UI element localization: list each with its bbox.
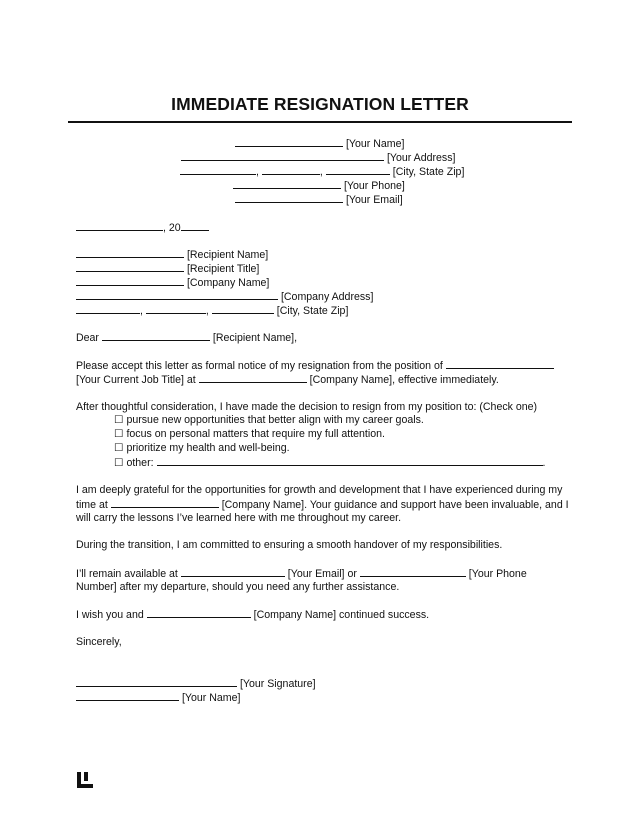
blank-field[interactable] (181, 567, 285, 577)
blank-field[interactable] (76, 221, 163, 231)
recipient-title-label: [Recipient Title] (186, 263, 260, 275)
option-item: ☐ pursue new opportunities that better align with my career goals. (114, 414, 424, 426)
date-line: , 20 (76, 221, 209, 235)
signature-label: [Your Signature] (239, 678, 316, 690)
recipient-city-label: [City, State Zip] (276, 305, 349, 317)
blank-field[interactable] (235, 193, 343, 203)
checkbox-icon[interactable]: ☐ (114, 428, 124, 440)
blank-field[interactable] (262, 165, 320, 175)
blank-field[interactable] (76, 290, 278, 300)
sender-phone-line (233, 179, 405, 193)
blank-field[interactable] (233, 179, 341, 189)
blank-field[interactable] (181, 221, 209, 231)
blank-field[interactable] (76, 276, 184, 286)
para4: During the transition, I am committed to ensuring a smooth handover of my responsibilities. (76, 539, 503, 551)
blank-field[interactable] (212, 304, 274, 314)
checkbox-icon[interactable]: ☐ (114, 457, 124, 469)
para5-line1: I’ll remain available at [Your Email] or [Your Phone (76, 568, 527, 580)
document-title: IMMEDIATE RESIGNATION LETTER (171, 94, 469, 114)
recipient-company-line (76, 276, 269, 290)
checkbox-icon[interactable]: ☐ (114, 442, 124, 454)
recipient-address-label: [Company Address] (280, 291, 374, 303)
recipient-company-label: [Company Name] (186, 277, 270, 289)
sender-address-label: [Your Address] (386, 152, 456, 164)
title-divider (68, 121, 572, 123)
checkbox-icon[interactable]: ☐ (114, 414, 124, 426)
sender-name-label: [Your Name] (345, 138, 405, 150)
blank-field[interactable] (147, 608, 251, 618)
sender-address-line (181, 151, 455, 165)
closing: Sincerely, (76, 636, 122, 648)
blank-field[interactable] (111, 498, 219, 508)
para1-line1: Please accept this letter as formal notice of my resignation from the position of (76, 359, 554, 373)
para3-line2: time at [Company Name]. Your guidance and support have been invaluable, and I (76, 499, 569, 511)
para5-line2: Number] after my departure, should you need any further assistance. (76, 581, 400, 593)
para1-line2: [Your Current Job Title] at [Company Name], effective immediately. (76, 374, 499, 386)
blank-field[interactable] (326, 165, 390, 175)
para2-intro: After thoughtful consideration, I have made the decision to resign from my position to: (Check one) (76, 401, 538, 413)
document-logo-icon (76, 771, 94, 789)
signature-name-line (76, 691, 240, 705)
blank-field[interactable] (199, 373, 307, 383)
blank-field[interactable] (76, 248, 184, 258)
option-item: ☐ prioritize my health and well-being. (114, 442, 290, 454)
blank-field[interactable] (446, 359, 554, 369)
sender-email-label: [Your Email] (345, 194, 403, 206)
recipient-address-line (76, 290, 373, 304)
blank-field[interactable] (181, 151, 384, 161)
sender-city-label: [City, State Zip] (392, 166, 465, 178)
option-item: ☐ focus on personal matters that require my full attention. (114, 428, 385, 440)
para3-line3: will carry the lessons I’ve learned here with me throughout my career. (76, 512, 402, 524)
blank-field[interactable] (180, 165, 256, 175)
blank-field[interactable] (146, 304, 206, 314)
salutation-line: Dear [Recipient Name], (76, 332, 298, 344)
blank-field[interactable] (235, 137, 343, 147)
sender-phone-label: [Your Phone] (343, 180, 405, 192)
signature-line (76, 677, 316, 691)
blank-field[interactable] (76, 262, 184, 272)
salutation-name-label: [Recipient Name], (212, 332, 298, 344)
sender-name-line (235, 137, 404, 151)
blank-field[interactable] (76, 691, 179, 701)
recipient-name-label: [Recipient Name] (186, 249, 269, 261)
sender-city-line: , , [City, State Zip] (180, 165, 464, 179)
blank-field[interactable] (157, 456, 543, 466)
blank-field[interactable] (102, 331, 210, 341)
blank-field[interactable] (76, 304, 140, 314)
para3-line1: I am deeply grateful for the opportunities for growth and development that I have experienced during my (76, 484, 563, 496)
recipient-title-line (76, 262, 259, 276)
blank-field[interactable] (360, 567, 466, 577)
sender-email-line (235, 193, 403, 207)
recipient-city-line: , , [City, State Zip] (76, 304, 348, 318)
recipient-name-line (76, 248, 268, 262)
option-item: ☐ other: . (114, 457, 546, 469)
para6: I wish you and [Company Name] continued success. (76, 609, 430, 621)
signature-name-label: [Your Name] (181, 692, 241, 704)
blank-field[interactable] (76, 677, 237, 687)
